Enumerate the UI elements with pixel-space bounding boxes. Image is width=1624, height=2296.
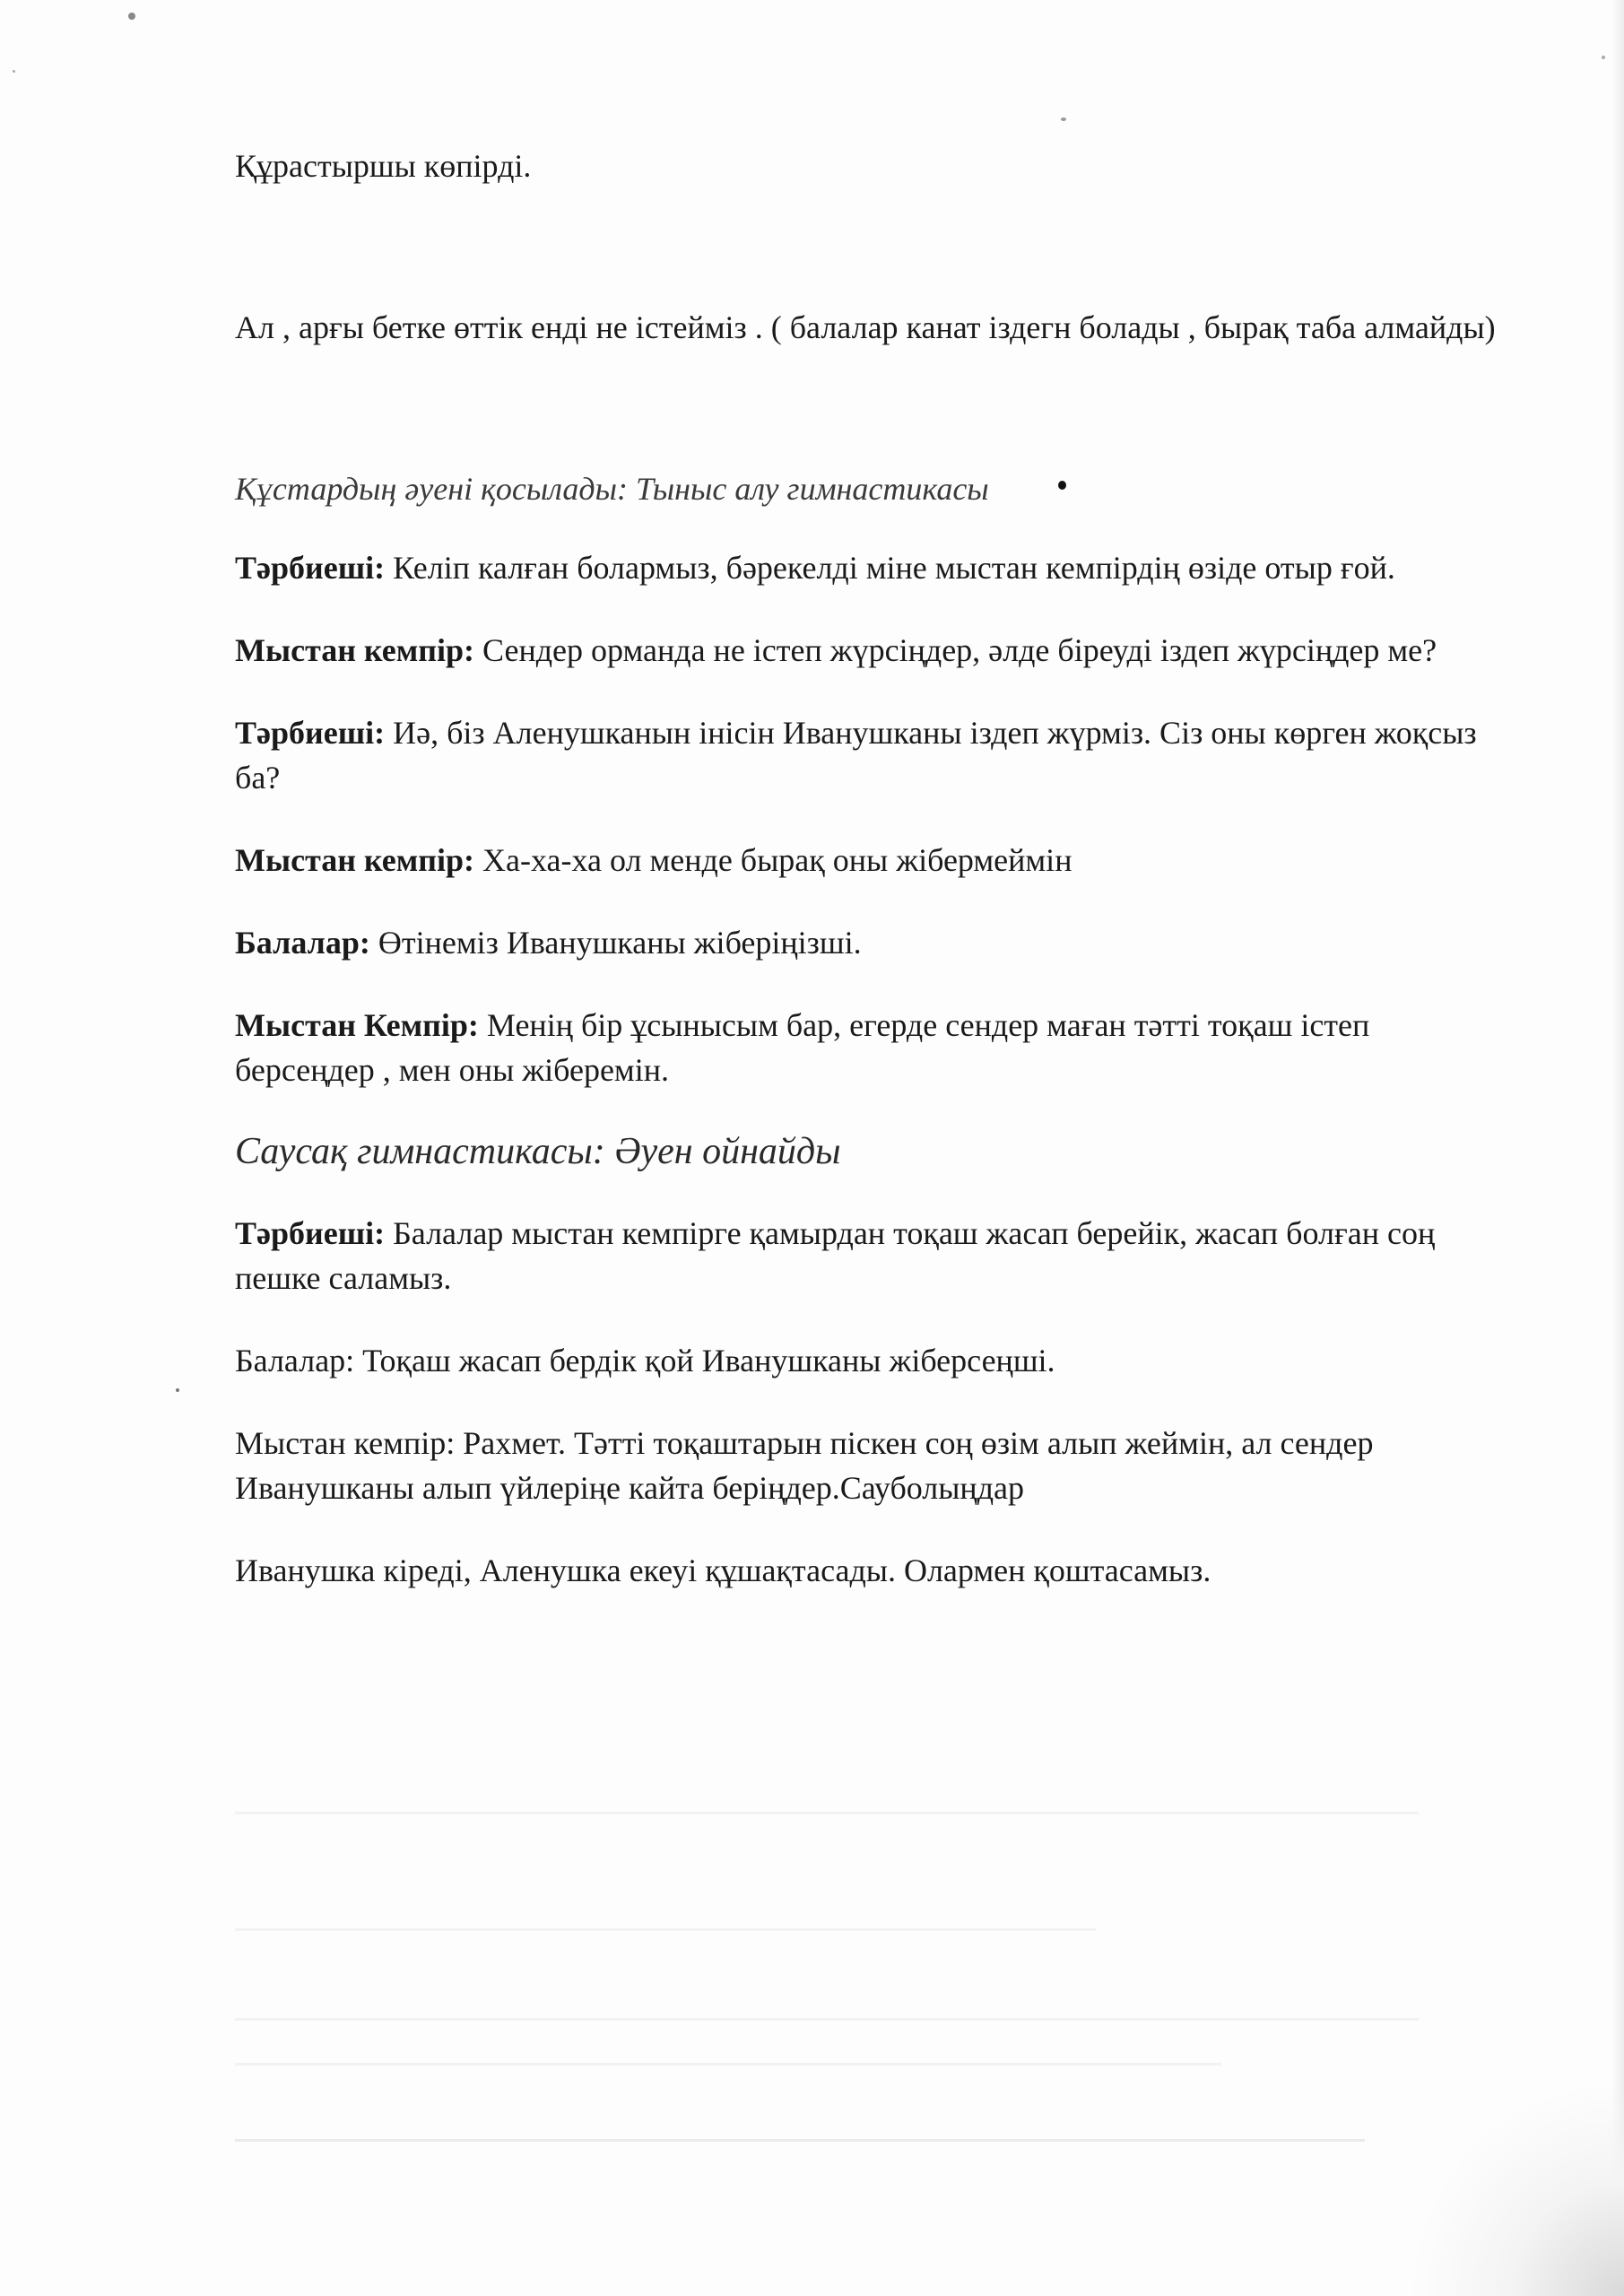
paragraph — [235, 144, 1508, 188]
scan-speck — [128, 13, 135, 20]
show-through-line — [235, 1928, 1096, 1931]
dialogue-line — [235, 838, 1508, 883]
speaker-name: Тәрбиеші: — [235, 550, 386, 586]
scan-speck — [176, 1388, 179, 1392]
speaker-name: Балалар: — [235, 925, 370, 961]
spacer — [235, 800, 1508, 838]
paragraph-text: Балалар: Тоқаш жасап бердік қой Иванушканы жіберсеңші. — [235, 1343, 1055, 1378]
show-through-line — [235, 1812, 1419, 1814]
dialogue-line — [235, 920, 1508, 965]
dialogue-line — [235, 710, 1508, 800]
show-through-line — [235, 2063, 1221, 2066]
stage-direction — [235, 466, 1508, 511]
spacer — [235, 965, 1508, 1003]
show-through-line — [235, 2139, 1365, 2142]
dialogue-line — [235, 545, 1508, 590]
spacer — [235, 1177, 1508, 1211]
speaker-name: Тәрбиеші: — [235, 715, 386, 751]
paragraph — [235, 1548, 1508, 1593]
dialogue-text: Иә, біз Аленушканын інісін Иванушканы іздеп жүрміз. Сіз оны көрген жоқсыз ба? — [235, 715, 1477, 796]
spacer — [235, 1510, 1508, 1548]
spacer — [235, 1092, 1508, 1126]
spacer — [235, 1300, 1508, 1338]
paragraph — [235, 1421, 1508, 1510]
paragraph — [235, 1338, 1508, 1383]
spacer — [235, 350, 1508, 466]
scan-speck — [13, 70, 15, 73]
dialogue-text: Сендер орманда не істеп жүрсіңдер, әлде біреуді іздеп жүрсіңдер ме? — [474, 632, 1437, 668]
paragraph-text: Құстардың әуені қосылады: Тыныс алу гимнастикасы — [235, 471, 989, 507]
spacer — [235, 1383, 1508, 1421]
dialogue-text: Балалар мыстан кемпірге қамырдан тоқаш жасап берейік, жасап болған соң пешке саламыз. — [235, 1215, 1436, 1296]
section-heading — [235, 1126, 1508, 1177]
paragraph-text: Иванушка кіреді, Аленушка екеуі құшақтасады. Олармен қоштасамыз. — [235, 1552, 1211, 1588]
page-corner-shadow — [1391, 2063, 1624, 2296]
dialogue-text: Ха-ха-ха ол менде бырақ оны жібермеймін — [474, 842, 1073, 878]
speaker-name: Мыстан Кемпір: — [235, 1007, 479, 1043]
paragraph-text: Құрастыршы көпірді. — [235, 148, 532, 184]
paragraph-text: Саусақ гимнастикасы: Әуен ойнайды — [235, 1131, 841, 1172]
scan-speck — [1602, 56, 1605, 59]
dialogue-line — [235, 1211, 1508, 1300]
spacer — [235, 590, 1508, 628]
spacer — [235, 883, 1508, 920]
speaker-name: Мыстан кемпір: — [235, 632, 475, 668]
dialogue-text: Менің бір ұсынысым бар, егерде сендер маған тәтті тоқаш істеп берсеңдер , мен оны жіберемін. — [235, 1007, 1370, 1088]
spacer — [235, 188, 1508, 305]
spacer — [235, 511, 1508, 545]
show-through-line — [235, 2018, 1419, 2021]
dialogue-text: Келіп калған болармыз, бәрекелді міне мыстан кемпірдің өзіде отыр ғой. — [385, 550, 1395, 586]
dialogue-line — [235, 1003, 1508, 1092]
dialogue-line — [235, 628, 1508, 673]
spacer — [235, 673, 1508, 710]
paragraph — [235, 305, 1508, 350]
dialogue-text: Өтінеміз Иванушканы жіберіңізші. — [369, 925, 862, 961]
paragraph-text: Ал , арғы бетке өттік енді не істейміз . ( балалар канат іздегн болады , бырақ таба алмайды) — [235, 309, 1496, 345]
paragraph-text: Мыстан кемпір: Рахмет. Тәтті тоқаштарын піскен соң өзім алып жеймін, ал сендер Иванушканы алып үйлеріңе кайта беріңдер.Сауболыңдар — [235, 1425, 1374, 1506]
page-edge-shadow — [1611, 0, 1624, 2296]
document-body — [235, 144, 1508, 1593]
scan-speck — [1061, 117, 1066, 121]
speaker-name: Тәрбиеші: — [235, 1215, 386, 1251]
speaker-name: Мыстан кемпір: — [235, 842, 475, 878]
